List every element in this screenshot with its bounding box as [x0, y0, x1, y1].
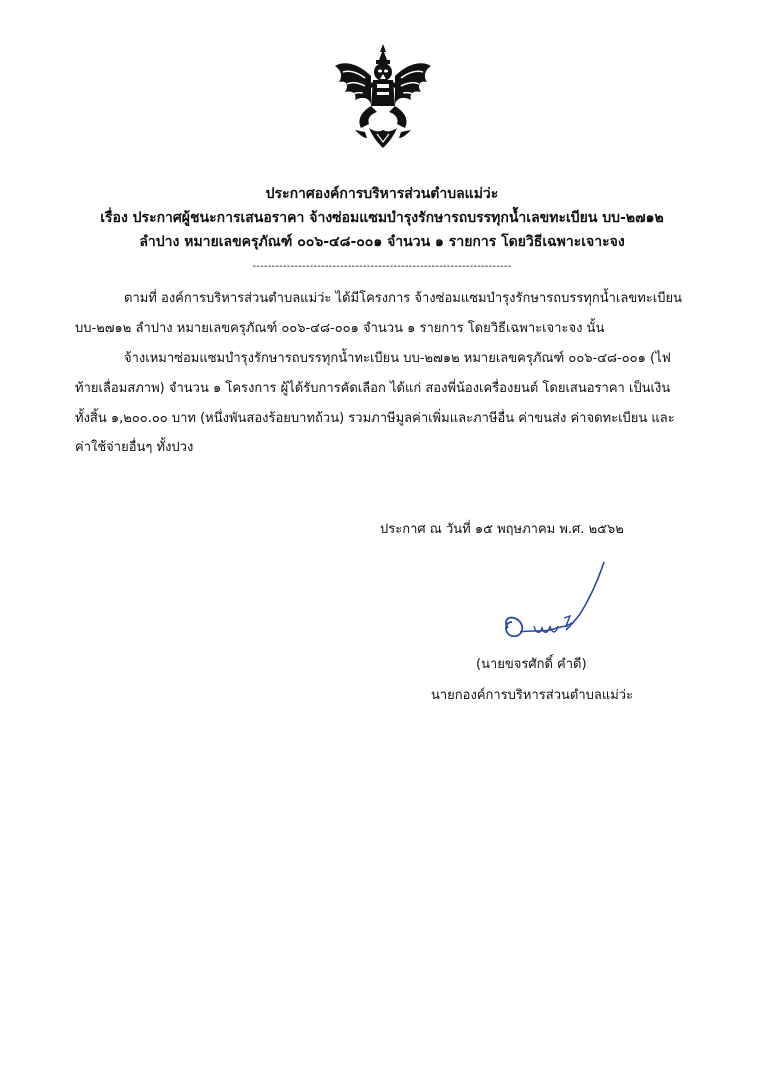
- garuda-emblem-icon: [331, 42, 435, 150]
- signer-name: (นายขจรศักดิ์ คำดี): [476, 657, 587, 672]
- body-line: ท้ายเลื่อมสภาพ) จำนวน ๑ โครงการ ผู้ได้รับการคัดเลือก ได้แก่ สองพี่น้องเครื่องยนต์ โดยเสนอราคา เป็นเงิน: [75, 381, 671, 396]
- divider: --------------------------------------------------------------------: [252, 261, 512, 272]
- announcement-date: ประกาศ ณ วันที่ ๑๕ พฤษภาคม พ.ศ. ๒๕๖๒: [380, 522, 624, 537]
- body-line: ตามที่ องค์การบริหารส่วนตำบลแม่ว่ะ ได้มีโครงการ จ้างซ่อมแซมบำรุงรักษารถบรรทุกน้ำเลขทะเบียน: [124, 291, 682, 306]
- signature-icon: [500, 560, 612, 650]
- body-line: ค่าใช้จ่ายอื่นๆ ทั้งปวง: [75, 440, 194, 455]
- body-line: จ้างเหมาซ่อมแซมบำรุงรักษารถบรรทุกน้ำทะเบียน บบ-๒๗๑๒ หมายเลขครุภัณฑ์ ๐๐๖-๔๘-๐๐๑ (ไฟ: [124, 351, 671, 366]
- body-line: บบ-๒๗๑๒ ลำปาง หมายเลขครุภัณฑ์ ๐๐๖-๔๘-๐๐๑ จำนวน ๑ รายการ โดยวิธีเฉพาะเจาะจง นั้น: [75, 321, 605, 336]
- body-line: ทั้งสิ้น ๑,๒๐๐.๐๐ บาท (หนึ่งพันสองร้อยบาทถ้วน) รวมภาษีมูลค่าเพิ่มและภาษีอื่น ค่าขนส่ง ค่าจดทะเบียน และ: [75, 411, 675, 426]
- subject-line-2: ลำปาง หมายเลขครุภัณฑ์ ๐๐๖-๔๘-๐๐๑ จำนวน ๑ รายการ โดยวิธีเฉพาะเจาะจง: [139, 234, 625, 250]
- signer-position: นายกองค์การบริหารส่วนตำบลแม่ว่ะ: [431, 688, 634, 703]
- organization-title: ประกาศองค์การบริหารส่วนตำบลแม่ว่ะ: [265, 186, 499, 202]
- subject-line-1: เรื่อง ประกาศผู้ชนะการเสนอราคา จ้างซ่อมแซมบำรุงรักษารถบรรทุกน้ำเลขทะเบียน บบ-๒๗๑๒: [100, 210, 664, 226]
